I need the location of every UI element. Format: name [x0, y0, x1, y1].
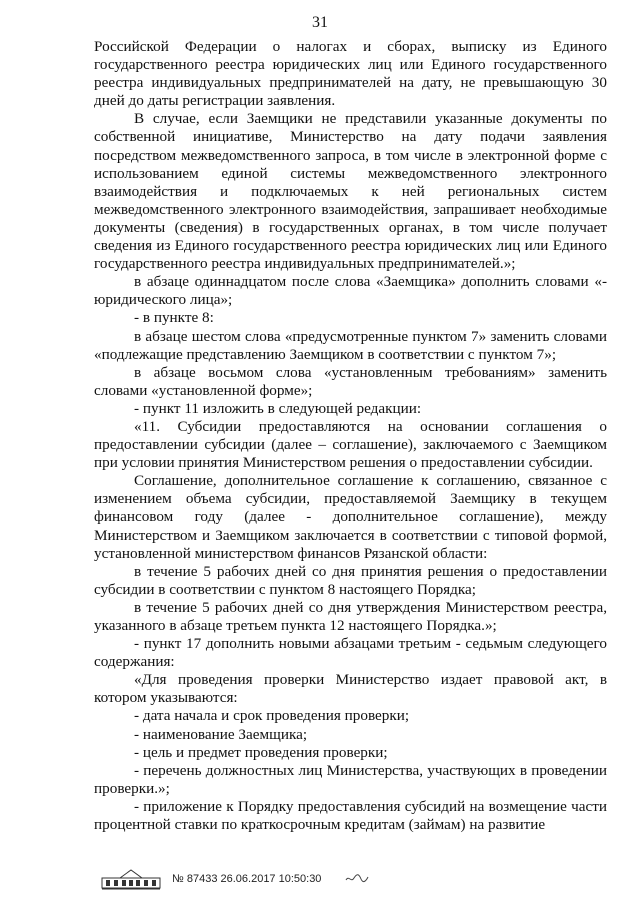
paragraph: «Для проведения проверки Министерство издает правовой акт, в котором указываются:: [94, 671, 607, 707]
registration-stamp: № 87433 26.06.2017 10:50:30: [172, 873, 322, 885]
paragraph: - приложение к Порядку предоставления субсидий на возмещение части процентной ставки по краткосрочным кредитам (займам) на развитие: [94, 797, 607, 834]
building-seal-icon: [100, 868, 162, 890]
paragraph: «11. Субсидии предоставляются на основании соглашения о предоставлении субсидии (далее – соглашение), заключаемого с Заемщиком при условии принятия Министерством решения о предоставлении субсидии.: [94, 417, 607, 472]
page-number: 31: [312, 14, 328, 31]
list-item: - наименование Заемщика;: [134, 725, 308, 743]
paragraph: в абзаце шестом слова «предусмотренные пунктом 7» заменить словами «подлежащие представлению Заемщиком в соответствии с пунктом 7»;: [94, 327, 607, 363]
paragraph: В случае, если Заемщики не представили указанные документы по собственной инициативе, Министерство на дату подачи заявления посредством межведомственного запроса, в том числе в электронной форме с использованием единой системы межведомственного электронного взаимодействия и подключаемых к ней региональных систем межведомственного электронного взаимодействия, запрашивает необходимые документы (сведения) в государственных органах, в том числе получает сведения из Единого государственного реестра юридических лиц или Единого государственного реестра индивидуальных предпринимателей.»;: [94, 110, 607, 273]
paragraph: Российской Федерации о налогах и сборах, выписку из Единого государственного реестра юридических лиц или Единого государственного реестра индивидуальных предпринимателей на дату, не превышающую 30 дней до даты регистрации заявления.: [94, 38, 607, 110]
list-item: - дата начала и срок проведения проверки;: [134, 707, 410, 725]
footer: [100, 868, 440, 892]
paragraph: в абзаце одиннадцатом после слова «Заемщика» дополнить словами «- юридического лица»;: [94, 273, 607, 309]
paragraph: - в пункте 8:: [134, 309, 214, 327]
paragraph: в абзаце восьмом слова «установленным требованиям» заменить словами «установленной форме»;: [94, 363, 607, 399]
list-item: - цель и предмет проведения проверки;: [134, 743, 388, 761]
paragraph: в течение 5 рабочих дней со дня принятия решения о предоставлении субсидии в соответствии с пунктом 8 настоящего Порядка;: [94, 562, 607, 598]
paragraph: Соглашение, дополнительное соглашение к соглашению, связанное с изменением объема субсидии, предоставляемой Заемщику в текущем финансовом году (далее - дополнительное соглашение), между Министерством и Заемщиком заключается в соответствии с типовой формой, установленной министерством финансов Рязанской области:: [94, 472, 607, 562]
list-item: - перечень должностных лиц Министерства, участвующих в проведении проверки.»;: [94, 761, 607, 797]
handwritten-mark-icon: [345, 871, 369, 885]
paragraph: - пункт 11 изложить в следующей редакции:: [134, 399, 422, 417]
paragraph: - пункт 17 дополнить новыми абзацами третьим - седьмым следующего содержания:: [94, 635, 607, 671]
paragraph: в течение 5 рабочих дней со дня утверждения Министерством реестра, указанного в абзаце третьем пункта 12 настоящего Порядка.»;: [94, 598, 607, 634]
document-body: [94, 38, 607, 834]
